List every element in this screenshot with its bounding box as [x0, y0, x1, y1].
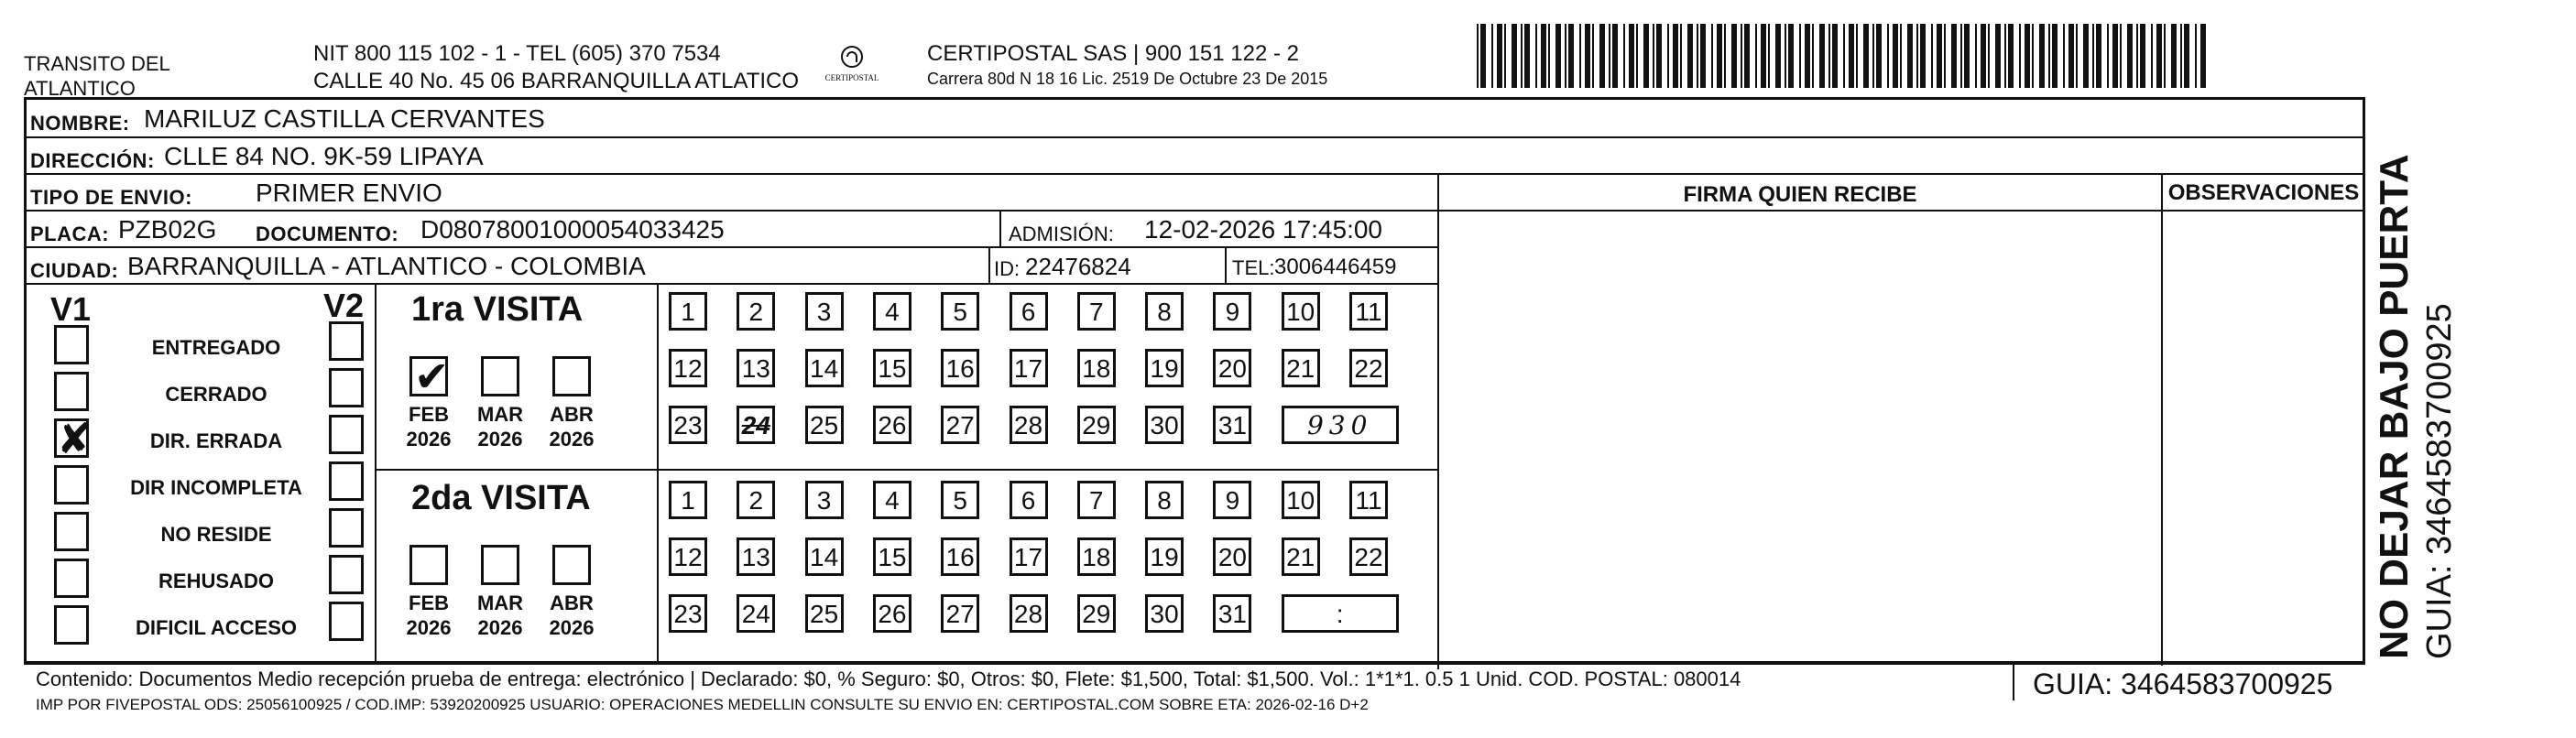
name-row	[27, 100, 2363, 138]
status-v1-checkbox[interactable]	[54, 465, 89, 505]
month-name: MAR	[476, 403, 524, 426]
id-divider	[988, 248, 990, 285]
v2-label: V2	[323, 287, 365, 324]
status-v2-checkbox[interactable]	[329, 321, 364, 361]
day-box[interactable]: 12	[669, 349, 707, 387]
barcode-bar	[1609, 24, 1610, 88]
tracking-barcode	[1477, 24, 2206, 88]
day-box[interactable]: 21	[1282, 349, 1320, 387]
status-v1-checkbox[interactable]	[54, 559, 89, 598]
day-box[interactable]: 5	[941, 481, 979, 519]
tel-value: 3006446459	[1274, 255, 1397, 279]
admission-value: 12-02-2026 17:45:00	[1144, 215, 1382, 244]
barcode-bar	[1731, 24, 1737, 88]
barcode-bar	[1491, 24, 1493, 88]
status-label: DIFICIL ACCESO	[135, 616, 297, 639]
day-box[interactable]: 10	[1282, 481, 1320, 519]
barcode-bar	[1805, 24, 1810, 88]
barcode-bar	[1667, 24, 1669, 88]
barcode-bar	[2120, 24, 2122, 88]
barcode-bar	[2063, 24, 2065, 88]
status-v2-checkbox[interactable]	[329, 602, 364, 641]
status-label: CERRADO	[165, 383, 267, 406]
day-box[interactable]: 21	[1282, 537, 1320, 576]
barcode-bar	[1477, 24, 1479, 88]
barcode-bar	[1849, 24, 1854, 88]
courier-name: CERTIPOSTAL SAS | 900 151 122 - 2	[927, 41, 1299, 66]
no-under-door-warning: NO DEJAR BAJO PUERTA	[2372, 154, 2417, 659]
address-label: DIRECCIÓN:	[30, 149, 155, 172]
barcode-bar	[1565, 24, 1566, 88]
month-label	[466, 591, 534, 640]
v1-label: V1	[50, 290, 92, 328]
day-box[interactable]: 9	[1213, 292, 1251, 331]
day-box[interactable]: 19	[1145, 349, 1184, 387]
observations-left-border	[2161, 175, 2163, 666]
barcode-bar	[1863, 24, 1869, 88]
barcode-bar	[1497, 24, 1502, 88]
city-value: BARRANQUILLA - ATLANTICO - COLOMBIA	[127, 252, 646, 280]
day-box[interactable]: 13	[737, 537, 775, 576]
barcode-bar	[1744, 24, 1750, 88]
logo-text: CERTIPOSTAL	[824, 73, 879, 82]
barcode-bar	[1937, 24, 1942, 88]
ship-type-label: TIPO DE ENVIO:	[30, 186, 192, 209]
status-v2-checkbox[interactable]	[329, 368, 364, 407]
plate-value: PZB02G	[118, 215, 217, 244]
day-box[interactable]: 2	[737, 481, 775, 519]
name-label: NOMBRE:	[30, 112, 130, 135]
barcode-bar	[1951, 24, 1957, 88]
status-v1-checkbox[interactable]	[54, 372, 89, 411]
courier-address: Carrera 80d N 18 16 Lic. 2519 De Octubre 23 De 2015	[927, 70, 1328, 88]
month-checkbox[interactable]	[552, 356, 591, 396]
recipient-address: CLLE 84 NO. 9K-59 LIPAYA	[164, 142, 484, 170]
month-label	[538, 402, 606, 451]
ship-type-row	[27, 175, 1437, 212]
day-box[interactable]: 10	[1282, 292, 1320, 331]
barcode-bar	[1788, 24, 1794, 88]
barcode-bar	[2107, 24, 2109, 88]
barcode-bar	[1920, 24, 1926, 88]
barcode-bar	[1872, 24, 1874, 88]
barcode-bar	[1504, 24, 1506, 88]
id-label: ID:	[994, 257, 1021, 280]
month-name: MAR	[476, 591, 524, 614]
status-label: DIR. ERRADA	[149, 429, 283, 452]
barcode-bar	[1944, 24, 1946, 88]
barcode-bar	[1964, 24, 1970, 88]
day-box[interactable]: 14	[805, 537, 844, 576]
barcode-bar	[2083, 24, 2089, 88]
barcode-bar	[1960, 24, 1962, 88]
day-box[interactable]: 20	[1213, 537, 1251, 576]
barcode-bar	[2019, 24, 2021, 88]
certipostal-logo	[813, 42, 890, 93]
day-box[interactable]: 16	[941, 349, 979, 387]
signature-left-border	[1437, 175, 1439, 669]
tel-divider	[1225, 248, 1227, 285]
barcode-bar	[1900, 24, 1902, 88]
id-value: 22476824	[1025, 253, 1131, 280]
status-v1-checkbox[interactable]	[54, 605, 89, 645]
barcode-bar	[1741, 24, 1742, 88]
sender-info	[313, 40, 799, 95]
month-year: 2026	[549, 428, 595, 450]
day-box[interactable]: 28	[1010, 406, 1048, 444]
day-box[interactable]: 6	[1010, 292, 1048, 331]
barcode-bar	[1555, 24, 1561, 88]
day-box[interactable]: 8	[1145, 292, 1184, 331]
barcode-bar	[1673, 24, 1678, 88]
month-checkbox[interactable]	[481, 545, 519, 585]
barcode-bar	[1995, 24, 2001, 88]
barcode-bar	[1768, 24, 1770, 88]
barcode-bar	[2068, 24, 2074, 88]
day-box[interactable]: 24	[737, 594, 775, 633]
barcode-bar	[1623, 24, 1625, 88]
day-box[interactable]: 1	[669, 481, 707, 519]
month-name: ABR	[550, 591, 594, 614]
barcode-bar	[1680, 24, 1682, 88]
sender-address: CALLE 40 No. 45 06 BARRANQUILLA ATLATICO	[313, 69, 800, 93]
day-box[interactable]: 19	[1145, 537, 1184, 576]
day-box[interactable]: 27	[941, 594, 979, 633]
ship-type-value: PRIMER ENVIO	[256, 179, 442, 207]
admission-divider	[999, 212, 1001, 248]
address-row	[27, 138, 2363, 175]
day-box[interactable]: 14	[805, 349, 844, 387]
logo-icon	[813, 42, 890, 93]
time-field[interactable]: 930	[1282, 406, 1399, 444]
month-name: FEB	[409, 403, 449, 426]
status-v1-checkbox[interactable]	[54, 414, 93, 463]
barcode-bar	[1612, 24, 1618, 88]
check-mark-icon: ✘	[57, 414, 93, 463]
signature-column-header: FIRMA QUIEN RECIBE	[1683, 182, 1917, 207]
side-notice	[2371, 92, 2508, 659]
month-checkbox[interactable]	[409, 545, 448, 585]
barcode-bar	[1785, 24, 1786, 88]
barcode-bar	[2156, 24, 2162, 88]
barcode-bar	[1832, 24, 1838, 88]
day-box[interactable]: 1	[669, 292, 707, 331]
barcode-bar	[2039, 24, 2045, 88]
month-label	[466, 402, 534, 451]
barcode-bar	[1599, 24, 1605, 88]
barcode-bar	[1931, 24, 1933, 88]
side-guide-number: GUIA: 3464583700925	[2420, 303, 2459, 659]
barcode-bar	[1687, 24, 1693, 88]
month-year: 2026	[477, 616, 523, 639]
status-label: REHUSADO	[158, 570, 274, 592]
sender-name	[24, 51, 170, 101]
status-label: ENTREGADO	[151, 336, 281, 359]
barcode-bar	[1887, 24, 1889, 88]
footer-guide-divider	[2013, 661, 2014, 700]
visit2-title: 2da VISITA	[411, 479, 591, 517]
status-v2-checkbox[interactable]	[329, 508, 364, 548]
status-v2-checkbox[interactable]	[329, 461, 364, 501]
recipient-name: MARILUZ CASTILLA CERVANTES	[144, 104, 545, 133]
time-field[interactable]: :	[1282, 594, 1399, 633]
barcode-bar	[1629, 24, 1634, 88]
barcode-bar	[2025, 24, 2030, 88]
day-box[interactable]: 29	[1077, 594, 1116, 633]
barcode-bar	[1988, 24, 1990, 88]
day-box[interactable]: 4	[873, 481, 911, 519]
barcode-bar	[2136, 24, 2138, 88]
month-label	[395, 402, 463, 451]
delivery-form	[24, 97, 2365, 713]
barcode-bar	[1697, 24, 1698, 88]
day-box[interactable]: 17	[1010, 349, 1048, 387]
sender-line-2: ATLANTICO	[24, 77, 136, 100]
barcode-bar	[1893, 24, 1898, 88]
barcode-bar	[2140, 24, 2145, 88]
day-box[interactable]: 17	[1010, 537, 1048, 576]
barcode-bar	[1828, 24, 1830, 88]
barcode-bar	[2184, 24, 2189, 88]
day-box[interactable]: 11	[1349, 292, 1388, 331]
status-v2-checkbox[interactable]	[329, 555, 364, 594]
check-mark-icon: ✔	[414, 352, 450, 401]
barcode-bar	[1717, 24, 1722, 88]
barcode-bar	[1724, 24, 1726, 88]
barcode-bar	[2052, 24, 2058, 88]
barcode-bar	[1568, 24, 1574, 88]
barcode-bar	[1700, 24, 1706, 88]
document-value: D08078001000054033425	[420, 215, 725, 244]
barcode-bar	[2092, 24, 2094, 88]
barcode-bar	[2151, 24, 2153, 88]
sender-line-1: TRANSITO DEL	[24, 52, 170, 75]
barcode-bar	[2096, 24, 2101, 88]
sender-nit: NIT 800 115 102 - 1 - TEL (605) 370 7534	[313, 41, 721, 66]
barcode-bar	[1592, 24, 1594, 88]
day-box[interactable]: 30	[1145, 406, 1184, 444]
day-box[interactable]: 15	[873, 537, 911, 576]
city-label: CIUDAD:	[30, 259, 119, 282]
day-box[interactable]: 23	[669, 594, 707, 633]
barcode-bar	[1761, 24, 1766, 88]
barcode-bar	[1653, 24, 1654, 88]
barcode-bar	[1975, 24, 1977, 88]
day-box[interactable]: 3	[805, 481, 844, 519]
barcode-bar	[1656, 24, 1662, 88]
document-label: DOCUMENTO:	[256, 222, 399, 245]
barcode-bar	[1512, 24, 1517, 88]
barcode-bar	[2112, 24, 2118, 88]
tel-label: TEL:	[1232, 256, 1275, 279]
day-box[interactable]: 2	[737, 292, 775, 331]
barcode-bar	[1755, 24, 1757, 88]
day-box[interactable]: 26	[873, 406, 911, 444]
barcode-bar	[2004, 24, 2006, 88]
barcode-bar	[2076, 24, 2078, 88]
barcode-bar	[1812, 24, 1814, 88]
month-year: 2026	[406, 428, 452, 450]
barcode-bar	[1480, 24, 1486, 88]
barcode-bar	[1981, 24, 1986, 88]
barcode-bar	[1636, 24, 1638, 88]
barcode-bar	[1907, 24, 1913, 88]
day-box[interactable]: 22	[1349, 537, 1388, 576]
columns-header-line	[1437, 210, 2364, 212]
day-box[interactable]: 28	[1010, 594, 1048, 633]
barcode-bar	[1521, 24, 1523, 88]
barcode-bar	[2195, 24, 2197, 88]
day-box[interactable]: 25	[805, 406, 844, 444]
status-label: NO RESIDE	[160, 523, 272, 546]
day-box[interactable]: 16	[941, 537, 979, 576]
barcode-bar	[1876, 24, 1882, 88]
barcode-bar	[1819, 24, 1825, 88]
day-box[interactable]: 31	[1213, 594, 1251, 633]
day-box[interactable]: 20	[1213, 349, 1251, 387]
barcode-bar	[1548, 24, 1550, 88]
barcode-bar	[1856, 24, 1858, 88]
barcode-bar	[1799, 24, 1801, 88]
day-box[interactable]: 6	[1010, 481, 1048, 519]
day-box[interactable]: 26	[873, 594, 911, 633]
day-box[interactable]: 7	[1077, 481, 1116, 519]
status-v2-checkbox[interactable]	[329, 415, 364, 454]
month-checkbox[interactable]	[552, 545, 591, 585]
barcode-bar	[1916, 24, 1918, 88]
barcode-bar	[1843, 24, 1845, 88]
day-box[interactable]: 3	[805, 292, 844, 331]
barcode-bar	[1643, 24, 1649, 88]
barcode-bar	[1524, 24, 1530, 88]
day-box[interactable]: 5	[941, 292, 979, 331]
day-box[interactable]: 15	[873, 349, 911, 387]
barcode-bar	[2171, 24, 2177, 88]
month-year: 2026	[477, 428, 523, 450]
day-box[interactable]: 8	[1145, 481, 1184, 519]
day-box[interactable]: 9	[1213, 481, 1251, 519]
barcode-bar	[1775, 24, 1781, 88]
day-box[interactable]: 23	[669, 406, 707, 444]
visit1-title: 1ra VISITA	[411, 290, 584, 329]
status-v1-checkbox[interactable]	[54, 325, 89, 364]
day-box[interactable]: 24	[737, 406, 775, 444]
barcode-bar	[2127, 24, 2133, 88]
month-name: ABR	[550, 403, 594, 426]
status-divider	[375, 285, 377, 661]
day-box[interactable]: 27	[941, 406, 979, 444]
month-label	[395, 591, 463, 640]
barcode-bar	[1711, 24, 1713, 88]
barcode-bar	[2008, 24, 2014, 88]
status-v1-checkbox[interactable]	[54, 512, 89, 551]
admission-label: ADMISIÓN:	[1009, 222, 1114, 245]
day-box[interactable]: 18	[1077, 349, 1116, 387]
day-box[interactable]: 22	[1349, 349, 1388, 387]
visits-divider	[375, 469, 1437, 471]
barcode-bar	[1541, 24, 1546, 88]
observations-column-header: OBSERVACIONES	[2167, 180, 2360, 205]
barcode-bar	[1535, 24, 1537, 88]
status-label: DIR INCOMPLETA	[130, 476, 302, 499]
month-checkbox[interactable]	[409, 352, 450, 401]
day-box[interactable]: 7	[1077, 292, 1116, 331]
print-line: IMP POR FIVEPOSTAL ODS: 25056100925 / COD.IMP: 53920200925 USUARIO: OPERACIONES MEDELLIN CONSULTE SU ENVIO EN: CERTIPOSTAL.COM SOBRE ETA: 2026-02-16 D+2	[36, 696, 1369, 713]
day-box[interactable]: 31	[1213, 406, 1251, 444]
contents-line: Contenido: Documentos Medio recepción prueba de entrega: electrónico | Declarado: $0, % Seguro: $0, Otros: $0, Flete: $1,500, Total: $1,500. Vol.: 1*1*1. 0.5 1 Unid. COD. POSTAL: 080014	[36, 667, 1741, 690]
month-name: FEB	[409, 591, 449, 614]
plate-row	[27, 212, 1437, 248]
day-box[interactable]: 25	[805, 594, 844, 633]
barcode-bar	[2180, 24, 2182, 88]
barcode-bar	[2164, 24, 2166, 88]
day-box[interactable]: 12	[669, 537, 707, 576]
barcode-bar	[2032, 24, 2034, 88]
plate-label: PLACA:	[30, 222, 110, 245]
day-box[interactable]: 4	[873, 292, 911, 331]
months-divider	[657, 285, 659, 661]
month-year: 2026	[549, 616, 595, 639]
day-box[interactable]: 18	[1077, 537, 1116, 576]
courier-info	[927, 40, 1327, 90]
month-label	[538, 591, 606, 640]
barcode-bar	[1579, 24, 1581, 88]
month-year: 2026	[406, 616, 452, 639]
barcode-bar	[2200, 24, 2206, 88]
month-checkbox[interactable]	[481, 356, 519, 396]
day-box[interactable]: 13	[737, 349, 775, 387]
barcode-bar	[1585, 24, 1590, 88]
day-box[interactable]: 11	[1349, 481, 1388, 519]
footer-guide-number: GUIA: 3464583700925	[2033, 667, 2333, 700]
day-box[interactable]: 29	[1077, 406, 1116, 444]
day-box[interactable]: 30	[1145, 594, 1184, 633]
barcode-bar	[2048, 24, 2050, 88]
